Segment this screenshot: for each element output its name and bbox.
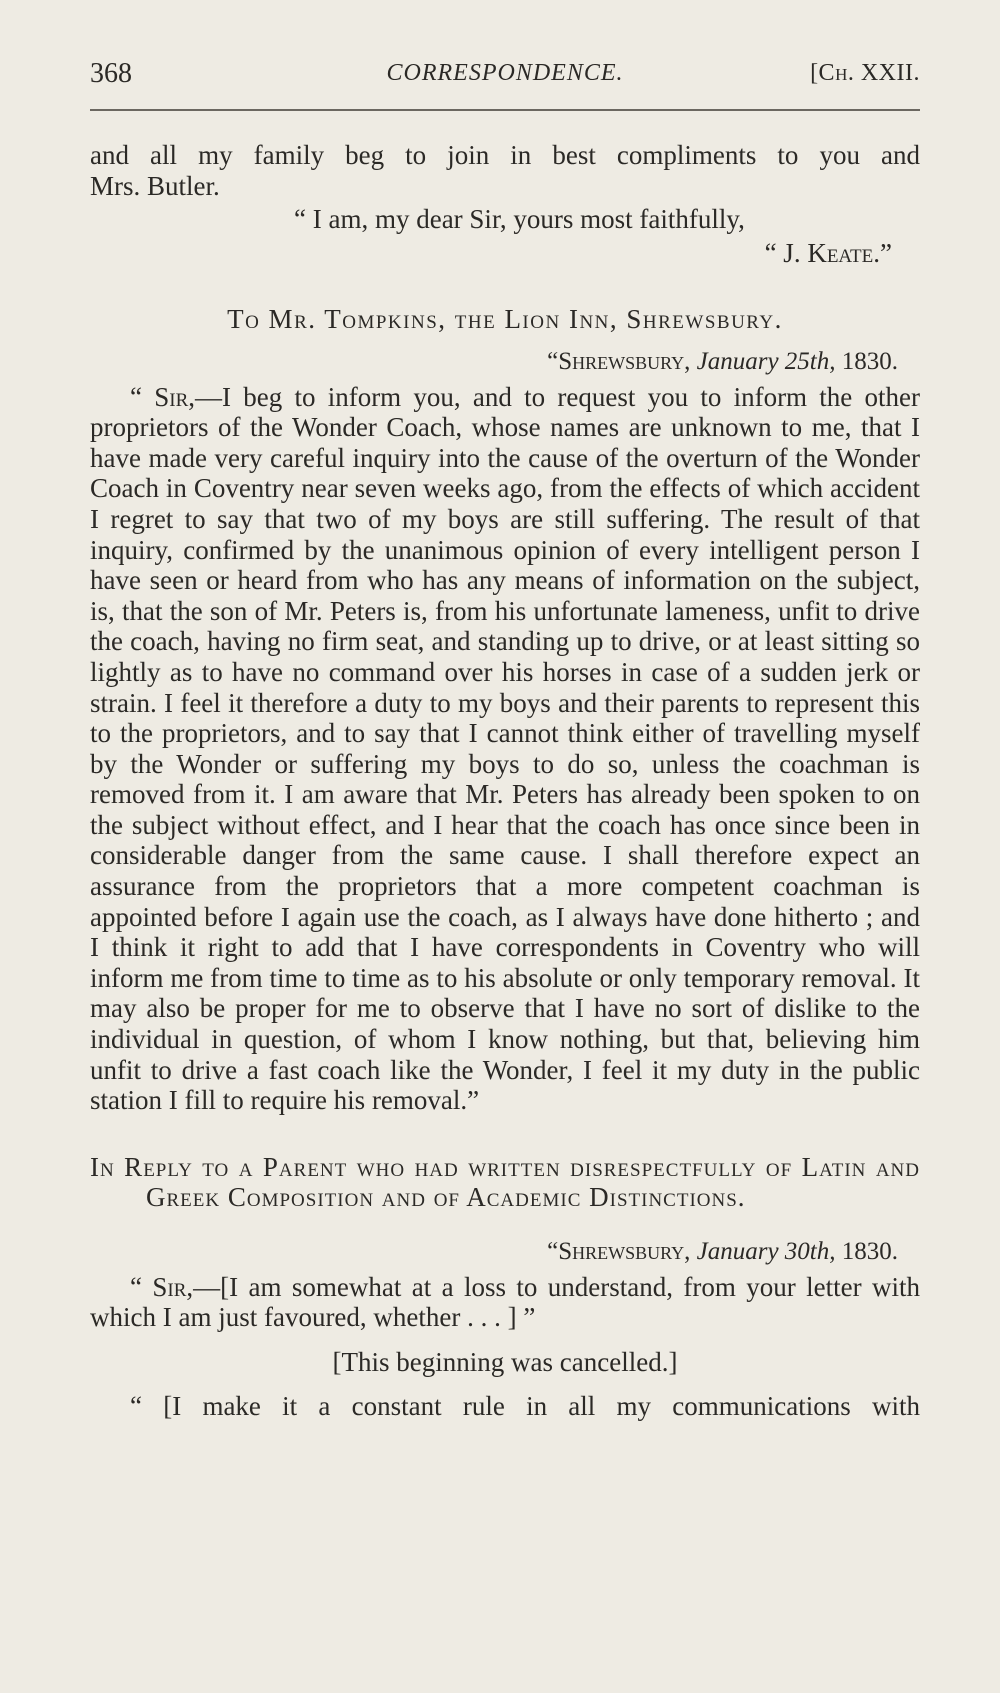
letter3-body	[90, 1272, 920, 1333]
letter2-dateline-year: 1830.	[841, 347, 898, 375]
letter3-dateline-place: “Shrewsbury,	[547, 1238, 691, 1265]
letter2-body	[90, 382, 920, 1116]
page-body	[90, 140, 920, 1422]
letter3-dateline-date: January 30th,	[696, 1238, 836, 1265]
letter1-line2: Mrs. Butler.	[90, 170, 220, 201]
letter2-dateline-place: “Shrewsbury,	[547, 347, 691, 375]
letter2-salutation: “ Sir,	[130, 381, 195, 412]
letter2-dateline	[90, 347, 920, 378]
chapter-label: [Ch. XXII.	[810, 60, 920, 86]
header-rule	[90, 109, 920, 111]
letter3-note: [This beginning was cancelled.]	[332, 1346, 678, 1377]
letter3-continuation: “ [I make it a constant rule in all my communications with	[130, 1391, 920, 1422]
letter2-text: —I beg to inform you, and to request you to inform the other proprietors of the Wonder Coach, whose names are unknown to me, that I have made very careful inquiry into the cause of the overturn of the Wonder Coach in Coventry near seven weeks ago, from the effects of which accident I regret to say that two of my boys are still suffering. The result of that inquiry, confirmed by the unanimous opinion of every intelligent person I have seen or heard from who has any means of information on the subject, is, that the son of Mr. Peters is, from his unfortunate lameness, unfit to drive the coach, having no firm seat, and standing up to drive, or at least sitting so lightly as to have no command over his horses in case of a sudden jerk or strain. I feel it therefore a duty to my boys and their parents to represent this to the proprietors, and to say that I cannot think either of travelling myself by the Wonder or suffering my boys to do so, unless the coachman is removed from it. I am aware that Mr. Peters has already been spoken to on the subject without effect, and I hear that the coach has once since been in considerable danger from the same cause. I shall therefore expect an assurance from the proprietors that a more competent coachman is appointed before I again use the coach, as I always have done hitherto ; and I think it right to add that I have correspondents in Coventry who will inform me from time to time as to his absolute or only temporary removal. It may also be proper for me to observe that I have no sort of dislike to the individual in question, of whom I know nothing, but that, believing him unfit to drive a fast coach like the Wonder, I feel it my duty in the public station I fill to require his removal.”	[90, 381, 920, 1116]
letter3-salutation: “ Sir,	[130, 1271, 194, 1302]
letter3-dateline	[90, 1237, 920, 1268]
letter3-text: —[I am somewhat at a loss to understand, from your letter with which I am just favoured, whether . . . ] ”	[90, 1271, 920, 1333]
running-title: CORRESPONDENCE.	[386, 60, 624, 86]
letter1-closing: “ I am, my dear Sir, yours most faithfully,	[294, 204, 745, 235]
letter2-dateline-date: January 25th,	[696, 347, 836, 375]
letter3-heading: In Reply to a Parent who had written disrespectfully of Latin and Greek Composition and of Academic Distinctions.	[90, 1151, 920, 1213]
letter2-heading: To Mr. Tompkins, the Lion Inn, Shrewsbury.	[227, 304, 783, 335]
letter1-signature: “ J. Keate.”	[764, 237, 892, 268]
letter1-line1: and all my family beg to join in best compliments to you and	[90, 140, 920, 170]
page-header	[90, 52, 920, 96]
page-number: 368	[90, 58, 132, 89]
letter3-dateline-year: 1830.	[841, 1238, 898, 1265]
